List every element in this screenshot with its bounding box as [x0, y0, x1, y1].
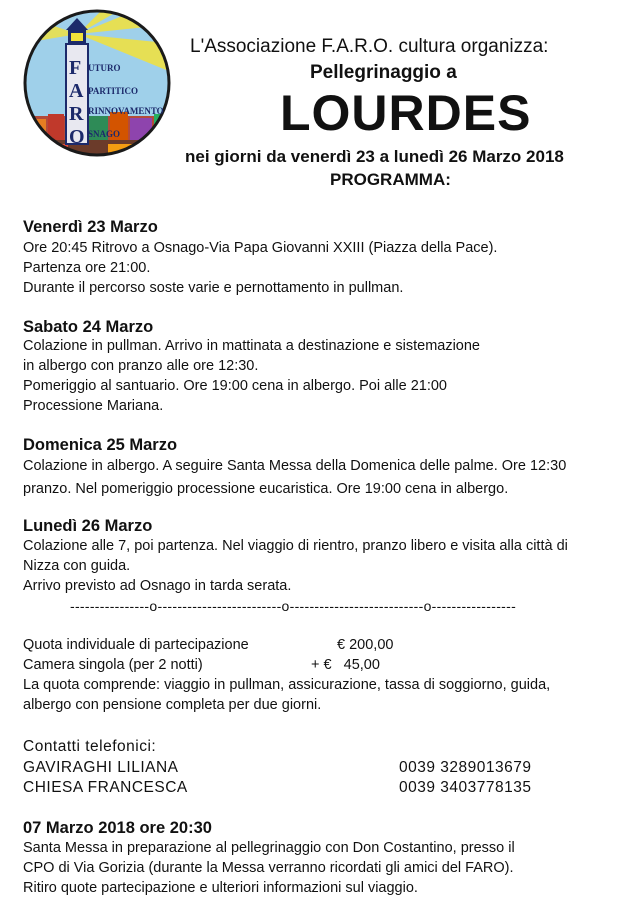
day-line: Colazione in pullman. Arrivo in mattinata a destinazione e sistemazione — [23, 338, 480, 354]
contact-name: CHIESA FRANCESCA — [23, 779, 188, 796]
separator-line: ----------------o-------------------------o---------------------------o----------------- — [70, 598, 517, 614]
meeting-line: CPO di Via Gorizia (durante la Messa verranno ricordati gli amici del FARO). — [23, 860, 514, 876]
quota-includes-line: La quota comprende: viaggio in pullman, assicurazione, tassa di soggiorno, guida, — [23, 677, 551, 693]
meeting-line: Ritiro quote partecipazione e ulteriori informazioni sul viaggio. — [23, 880, 418, 896]
pilgrimage-label: Pellegrinaggio a — [310, 62, 457, 83]
logo-letter-r: R — [69, 103, 84, 125]
logo-letter-o: O — [69, 126, 85, 148]
association-line: L'Associazione F.A.R.O. cultura organizza: — [190, 36, 549, 57]
day-line: Pomeriggio al santuario. Ore 19:00 cena in albergo. Poi alle 21:00 — [23, 378, 447, 394]
quota-label: Quota individuale di partecipazione — [23, 637, 249, 653]
day-line: Ore 20:45 Ritrovo a Osnago-Via Papa Giovanni XXIII (Piazza della Pace). — [23, 240, 498, 256]
day-line: Processione Mariana. — [23, 398, 164, 414]
quota-value: € 200,00 — [337, 637, 394, 653]
programma-heading: PROGRAMMA: — [330, 170, 451, 189]
day-title-venerdi: Venerdì 23 Marzo — [23, 218, 158, 236]
quota-includes-line: albergo con pensione completa per due giorni. — [23, 697, 322, 713]
day-line: Partenza ore 21:00. — [23, 260, 151, 276]
meeting-title: 07 Marzo 2018 ore 20:30 — [23, 819, 212, 837]
svg-text:PARTITICO: PARTITICO — [88, 86, 139, 96]
day-title-lunedi: Lunedì 26 Marzo — [23, 517, 153, 535]
singola-label: Camera singola (per 2 notti) — [23, 657, 203, 673]
meeting-line: Santa Messa in preparazione al pellegrinaggio con Don Costantino, presso il — [23, 840, 515, 856]
singola-value: + € 45,00 — [311, 657, 380, 673]
contact-phone: 0039 3403778135 — [399, 779, 532, 796]
logo-letter-a: A — [69, 80, 84, 102]
contact-name: GAVIRAGHI LILIANA — [23, 759, 179, 776]
lighthouse-logo-icon — [18, 4, 176, 162]
day-line: Durante il percorso soste varie e pernottamento in pullman. — [23, 280, 404, 296]
day-line: pranzo. Nel pomeriggio processione eucaristica. Ore 19:00 cena in albergo. — [23, 481, 509, 497]
faro-logo — [18, 4, 176, 162]
day-line: Nizza con guida. — [23, 558, 131, 574]
svg-text:UTURO: UTURO — [88, 63, 121, 73]
logo-letter-f: F — [69, 57, 82, 79]
day-title-sabato: Sabato 24 Marzo — [23, 318, 154, 336]
day-line: Colazione alle 7, poi partenza. Nel viaggio di rientro, pranzo libero e visita alla città di — [23, 538, 568, 554]
day-line: Colazione in albergo. A seguire Santa Messa della Domenica delle palme. Ore 12:30 — [23, 458, 567, 474]
svg-text:RINNOVAMENTO: RINNOVAMENTO — [88, 106, 164, 116]
day-line: Arrivo previsto ad Osnago in tarda serata. — [23, 578, 292, 594]
contact-phone: 0039 3289013679 — [399, 759, 532, 776]
contacts-heading: Contatti telefonici: — [23, 738, 157, 755]
day-title-domenica: Domenica 25 Marzo — [23, 436, 178, 454]
dates-line: nei giorni da venerdì 23 a lunedì 26 Marzo 2018 — [185, 147, 564, 166]
svg-text:SNAGO: SNAGO — [88, 129, 121, 139]
day-line: in albergo con pranzo alle ore 12:30. — [23, 358, 259, 374]
destination-title: LOURDES — [280, 85, 532, 141]
